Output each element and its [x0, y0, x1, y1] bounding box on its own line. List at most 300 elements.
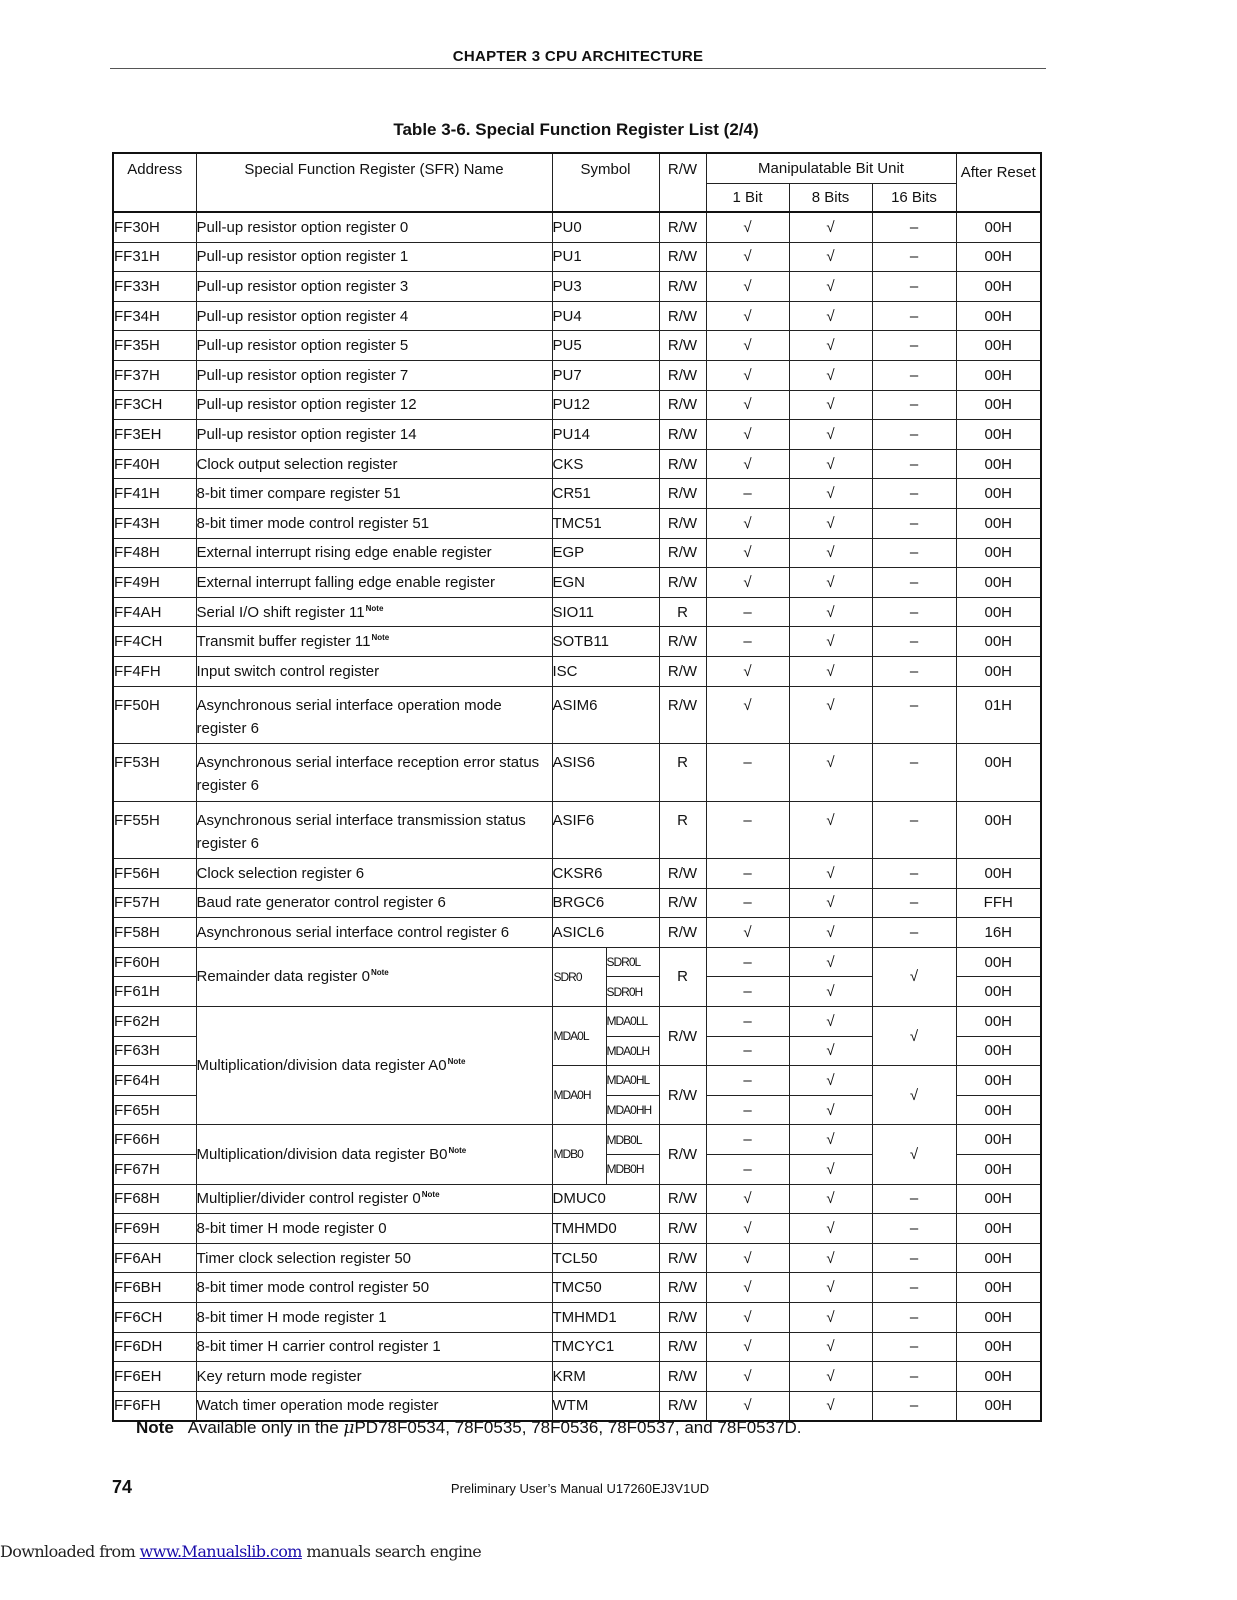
symbol-cell: PU14 [552, 420, 659, 450]
bit1-cell: – [706, 888, 789, 918]
download-suffix: manuals search engine [301, 1542, 482, 1561]
address-cell: FF6DH [113, 1332, 196, 1362]
register-name-text: Timer clock selection register 50 [196, 1249, 412, 1267]
register-name-text: Pull-up resistor option register 7 [196, 366, 409, 384]
address-cell: FF66H [113, 1125, 196, 1155]
bit8-cell: √ [789, 1362, 872, 1392]
symbol-cell: WTM [552, 1391, 659, 1421]
reset-cell: 16H [956, 918, 1041, 948]
table-row [113, 568, 1041, 598]
bit1-cell: – [706, 744, 789, 802]
chapter-header: CHAPTER 3 CPU ARCHITECTURE [110, 48, 1046, 69]
table-row [113, 420, 1041, 450]
register-name-text: Asynchronous serial interface transmission status register 6 [196, 811, 526, 852]
sub-symbol-cell: SDR0L [606, 947, 659, 977]
table-row [113, 859, 1041, 889]
table-row [113, 538, 1041, 568]
reset-cell: 01H [956, 686, 1041, 744]
symbol-cell: CKS [552, 449, 659, 479]
bit1-cell: – [706, 1125, 789, 1155]
download-prefix: Downloaded from [0, 1542, 140, 1561]
bit8-cell: √ [789, 272, 872, 302]
reset-cell: 00H [956, 538, 1041, 568]
register-name-text: Pull-up resistor option register 12 [196, 396, 417, 414]
register-name [196, 1184, 552, 1214]
bit8-cell: √ [789, 801, 872, 859]
register-name-text: Key return mode register [196, 1367, 362, 1385]
table-row [113, 1125, 1041, 1155]
bit8-cell: √ [789, 1391, 872, 1421]
register-name [196, 1273, 552, 1303]
address-cell: FF35H [113, 331, 196, 361]
table-row [113, 212, 1041, 242]
bit8-cell: √ [789, 1154, 872, 1184]
sub-symbol-cell: MDB0L [606, 1125, 659, 1155]
table-row [113, 1006, 1041, 1036]
bit1-cell: √ [706, 301, 789, 331]
reset-cell: 00H [956, 859, 1041, 889]
register-name [196, 538, 552, 568]
symbol-cell: PU5 [552, 331, 659, 361]
reset-cell: 00H [956, 1006, 1041, 1036]
rw-cell: R/W [659, 859, 706, 889]
bit16-cell: – [872, 1362, 956, 1392]
table-row [113, 801, 1041, 859]
reset-cell: 00H [956, 1391, 1041, 1421]
register-name [196, 1302, 552, 1332]
register-name [196, 656, 552, 686]
address-cell: FF55H [113, 801, 196, 859]
bit1-cell: √ [706, 568, 789, 598]
table-row [113, 449, 1041, 479]
register-name-text: Clock selection register 6 [196, 864, 365, 882]
bit1-cell: – [706, 597, 789, 627]
symbol-cell: BRGC6 [552, 888, 659, 918]
bit1-cell: √ [706, 1214, 789, 1244]
bit8-cell: √ [789, 744, 872, 802]
table-row [113, 301, 1041, 331]
register-name-text: Baud rate generator control register 6 [196, 894, 446, 912]
reset-cell: 00H [956, 947, 1041, 977]
address-cell: FF43H [113, 508, 196, 538]
header-address: Address [113, 153, 196, 212]
symbol-cell: SDR0 [552, 947, 606, 1006]
sub-symbol-cell: SDR0H [606, 977, 659, 1007]
bit8-cell: √ [789, 1332, 872, 1362]
bit1-cell: √ [706, 390, 789, 420]
rw-cell: R/W [659, 656, 706, 686]
address-cell: FF4AH [113, 597, 196, 627]
address-cell: FF6CH [113, 1302, 196, 1332]
register-name [196, 1243, 552, 1273]
register-name-text: Input switch control register [196, 662, 380, 680]
register-name-text: External interrupt falling edge enable register [196, 573, 496, 591]
rw-cell: R/W [659, 686, 706, 744]
bit1-cell: √ [706, 1184, 789, 1214]
rw-cell: R/W [659, 1273, 706, 1303]
symbol-cell: PU1 [552, 242, 659, 272]
reset-cell: 00H [956, 420, 1041, 450]
reset-cell: FFH [956, 888, 1041, 918]
register-name-text: 8-bit timer mode control register 51 [196, 514, 430, 532]
register-name [196, 1332, 552, 1362]
bit8-cell: √ [789, 686, 872, 744]
reset-cell: 00H [956, 1184, 1041, 1214]
table-row [113, 1332, 1041, 1362]
symbol-cell: TMCYC1 [552, 1332, 659, 1362]
note-label: Note [136, 1418, 174, 1437]
register-name [196, 449, 552, 479]
header-1bit: 1 Bit [706, 184, 789, 213]
bit1-cell: – [706, 977, 789, 1007]
address-cell: FF61H [113, 977, 196, 1007]
bit16-cell: – [872, 888, 956, 918]
table-row [113, 1214, 1041, 1244]
bit1-cell: √ [706, 656, 789, 686]
reset-cell: 00H [956, 1362, 1041, 1392]
address-cell: FF57H [113, 888, 196, 918]
symbol-cell: MDA0L [552, 1006, 606, 1065]
register-name [196, 744, 552, 802]
header-rw: R/W [659, 153, 706, 212]
bit16-cell: √ [872, 1066, 956, 1125]
bit8-cell: √ [789, 918, 872, 948]
reset-cell: 00H [956, 1036, 1041, 1066]
address-cell: FF41H [113, 479, 196, 509]
rw-cell: R [659, 597, 706, 627]
bit16-cell: – [872, 479, 956, 509]
bit1-cell: √ [706, 1243, 789, 1273]
reset-cell: 00H [956, 508, 1041, 538]
table-body [113, 212, 1041, 1421]
bit8-cell: √ [789, 390, 872, 420]
header-symbol: Symbol [552, 153, 659, 212]
table-row [113, 272, 1041, 302]
reset-cell: 00H [956, 801, 1041, 859]
reset-cell: 00H [956, 1243, 1041, 1273]
address-cell: FF30H [113, 212, 196, 242]
bit16-cell: – [872, 1273, 956, 1303]
bit1-cell: – [706, 947, 789, 977]
bit16-cell: – [872, 301, 956, 331]
rw-cell: R/W [659, 420, 706, 450]
header-after-reset: After Reset [956, 153, 1041, 212]
rw-cell: R [659, 947, 706, 1006]
register-name [196, 918, 552, 948]
address-cell: FF58H [113, 918, 196, 948]
symbol-cell: EGN [552, 568, 659, 598]
rw-cell: R/W [659, 479, 706, 509]
address-cell: FF3EH [113, 420, 196, 450]
symbol-cell: DMUC0 [552, 1184, 659, 1214]
bit8-cell: √ [789, 1125, 872, 1155]
reset-cell: 00H [956, 479, 1041, 509]
symbol-cell: TMHMD1 [552, 1302, 659, 1332]
symbol-cell: MDB0 [552, 1125, 606, 1184]
symbol-cell: ISC [552, 656, 659, 686]
table-row [113, 390, 1041, 420]
bit1-cell: √ [706, 1391, 789, 1421]
register-name-text: Multiplication/division data register B0 [196, 1145, 448, 1163]
symbol-cell: ASIS6 [552, 744, 659, 802]
reset-cell: 00H [956, 1066, 1041, 1096]
bit1-cell: √ [706, 508, 789, 538]
register-name-text: Asynchronous serial interface reception error status register 6 [196, 754, 540, 794]
bit8-cell: √ [789, 1214, 872, 1244]
note-mark: Note [370, 968, 389, 978]
table-row [113, 597, 1041, 627]
register-name [196, 420, 552, 450]
address-cell: FF50H [113, 686, 196, 744]
bit1-cell: √ [706, 272, 789, 302]
bit8-cell: √ [789, 1036, 872, 1066]
rw-cell: R/W [659, 360, 706, 390]
reset-cell: 00H [956, 744, 1041, 802]
address-cell: FF56H [113, 859, 196, 889]
reset-cell: 00H [956, 1302, 1041, 1332]
bit8-cell: √ [789, 627, 872, 657]
bit16-cell: – [872, 242, 956, 272]
bit16-cell: – [872, 1391, 956, 1421]
table-row [113, 1243, 1041, 1273]
address-cell: FF68H [113, 1184, 196, 1214]
reset-cell: 00H [956, 1095, 1041, 1125]
bit8-cell: √ [789, 360, 872, 390]
bit16-cell: – [872, 1214, 956, 1244]
register-name-text: Multiplier/divider control register 0 [196, 1190, 421, 1208]
register-name-text: 8-bit timer H mode register 1 [196, 1308, 387, 1326]
bit16-cell: – [872, 272, 956, 302]
register-name-text: Clock output selection register [196, 455, 398, 473]
table-row [113, 508, 1041, 538]
rw-cell: R/W [659, 918, 706, 948]
bit16-cell: – [872, 212, 956, 242]
address-cell: FF3CH [113, 390, 196, 420]
address-cell: FF40H [113, 449, 196, 479]
reset-cell: 00H [956, 627, 1041, 657]
register-name [196, 568, 552, 598]
reset-cell: 00H [956, 1214, 1041, 1244]
rw-cell: R/W [659, 390, 706, 420]
register-name [196, 686, 552, 744]
bit8-cell: √ [789, 1184, 872, 1214]
bit1-cell: – [706, 1036, 789, 1066]
note-mark: Note [371, 633, 390, 643]
header-manipulatable: Manipulatable Bit Unit [706, 153, 956, 184]
register-name [196, 801, 552, 859]
address-cell: FF6BH [113, 1273, 196, 1303]
address-cell: FF60H [113, 947, 196, 977]
register-name-text: Multiplication/division data register A0 [196, 1057, 447, 1075]
rw-cell: R/W [659, 272, 706, 302]
header-name: Special Function Register (SFR) Name [196, 153, 552, 212]
register-name-text: 8-bit timer H carrier control register 1 [196, 1338, 441, 1356]
table-row [113, 1302, 1041, 1332]
rw-cell: R/W [659, 1362, 706, 1392]
bit16-cell: – [872, 420, 956, 450]
table-row [113, 744, 1041, 802]
register-name [196, 1214, 552, 1244]
symbol-cell: CR51 [552, 479, 659, 509]
bit8-cell: √ [789, 597, 872, 627]
bit1-cell: – [706, 627, 789, 657]
bit16-cell: – [872, 538, 956, 568]
symbol-cell: PU3 [552, 272, 659, 302]
bit8-cell: √ [789, 449, 872, 479]
bit16-cell: – [872, 656, 956, 686]
sfr-table [112, 152, 1042, 1422]
reset-cell: 00H [956, 1273, 1041, 1303]
symbol-cell: CKSR6 [552, 859, 659, 889]
address-cell: FF67H [113, 1154, 196, 1184]
bit1-cell: √ [706, 1302, 789, 1332]
register-name [196, 508, 552, 538]
reset-cell: 00H [956, 1154, 1041, 1184]
address-cell: FF64H [113, 1066, 196, 1096]
rw-cell: R/W [659, 888, 706, 918]
bit1-cell: √ [706, 538, 789, 568]
bit1-cell: √ [706, 1273, 789, 1303]
register-name [196, 859, 552, 889]
bit8-cell: √ [789, 1066, 872, 1096]
bit8-cell: √ [789, 947, 872, 977]
reset-cell: 00H [956, 1125, 1041, 1155]
manualslib-link[interactable]: www.Manualslib.com [139, 1542, 302, 1561]
bit8-cell: √ [789, 479, 872, 509]
rw-cell: R [659, 801, 706, 859]
sub-symbol-cell: MDA0HL [606, 1066, 659, 1096]
register-name [196, 1125, 552, 1184]
symbol-cell: EGP [552, 538, 659, 568]
symbol-cell: SIO11 [552, 597, 659, 627]
bit16-cell: √ [872, 1006, 956, 1065]
register-name-text: Asynchronous serial interface operation mode register 6 [196, 696, 502, 737]
register-name-text: Pull-up resistor option register 14 [196, 425, 417, 443]
symbol-cell: TMC51 [552, 508, 659, 538]
address-cell: FF62H [113, 1006, 196, 1036]
bit8-cell: √ [789, 538, 872, 568]
bit16-cell: – [872, 1243, 956, 1273]
rw-cell: R/W [659, 1214, 706, 1244]
manual-id: Preliminary User’s Manual U17260EJ3V1UD [450, 1481, 710, 1496]
bit8-cell: √ [789, 1243, 872, 1273]
symbol-cell: MDA0H [552, 1066, 606, 1125]
reset-cell: 00H [956, 242, 1041, 272]
bit1-cell: √ [706, 449, 789, 479]
bit16-cell: – [872, 1184, 956, 1214]
symbol-cell: PU0 [552, 212, 659, 242]
bit16-cell: – [872, 449, 956, 479]
bit8-cell: √ [789, 1006, 872, 1036]
bit8-cell: √ [789, 331, 872, 361]
bit1-cell: – [706, 801, 789, 859]
register-name [196, 360, 552, 390]
bit8-cell: √ [789, 242, 872, 272]
rw-cell: R/W [659, 508, 706, 538]
register-name [196, 242, 552, 272]
symbol-cell: TMC50 [552, 1273, 659, 1303]
note-mark: Note [365, 603, 384, 613]
table-row [113, 656, 1041, 686]
table-row [113, 1362, 1041, 1392]
register-name [196, 301, 552, 331]
bit1-cell: – [706, 1066, 789, 1096]
bit8-cell: √ [789, 212, 872, 242]
reset-cell: 00H [956, 1332, 1041, 1362]
symbol-cell: ASIF6 [552, 801, 659, 859]
table-row [113, 1184, 1041, 1214]
rw-cell: R/W [659, 1332, 706, 1362]
bit1-cell: √ [706, 918, 789, 948]
bit16-cell: – [872, 597, 956, 627]
register-name [196, 627, 552, 657]
bit1-cell: √ [706, 212, 789, 242]
rw-cell: R/W [659, 1184, 706, 1214]
sub-symbol-cell: MDA0LH [606, 1036, 659, 1066]
bit16-cell: – [872, 744, 956, 802]
reset-cell: 00H [956, 449, 1041, 479]
reset-cell: 00H [956, 977, 1041, 1007]
reset-cell: 00H [956, 390, 1041, 420]
table-row [113, 242, 1041, 272]
bit16-cell: – [872, 918, 956, 948]
bit16-cell: – [872, 1302, 956, 1332]
register-name-text: 8-bit timer H mode register 0 [196, 1219, 387, 1237]
note-mu: μ [343, 1418, 355, 1438]
bit8-cell: √ [789, 301, 872, 331]
rw-cell: R/W [659, 301, 706, 331]
register-name [196, 331, 552, 361]
register-name-text: Pull-up resistor option register 0 [196, 218, 409, 236]
symbol-cell: SOTB11 [552, 627, 659, 657]
symbol-cell: ASICL6 [552, 918, 659, 948]
bit1-cell: √ [706, 1332, 789, 1362]
bit1-cell: √ [706, 420, 789, 450]
bit1-cell: √ [706, 242, 789, 272]
rw-cell: R/W [659, 538, 706, 568]
reset-cell: 00H [956, 331, 1041, 361]
table-row [113, 479, 1041, 509]
address-cell: FF6AH [113, 1243, 196, 1273]
address-cell: FF37H [113, 360, 196, 390]
bit1-cell: – [706, 859, 789, 889]
register-name-text: 8-bit timer mode control register 50 [196, 1279, 430, 1297]
address-cell: FF34H [113, 301, 196, 331]
reset-cell: 00H [956, 301, 1041, 331]
sub-symbol-cell: MDA0HH [606, 1095, 659, 1125]
register-name [196, 1006, 552, 1124]
bit16-cell: √ [872, 1125, 956, 1184]
rw-cell: R/W [659, 568, 706, 598]
bit8-cell: √ [789, 568, 872, 598]
symbol-cell: TCL50 [552, 1243, 659, 1273]
rw-cell: R/W [659, 449, 706, 479]
table-row [113, 627, 1041, 657]
sub-symbol-cell: MDB0H [606, 1154, 659, 1184]
bit16-cell: – [872, 859, 956, 889]
register-name-text: Serial I/O shift register 11 [196, 603, 365, 621]
rw-cell: R/W [659, 1066, 706, 1125]
rw-cell: R/W [659, 1125, 706, 1184]
bit8-cell: √ [789, 508, 872, 538]
bit1-cell: √ [706, 686, 789, 744]
address-cell: FF69H [113, 1214, 196, 1244]
address-cell: FF53H [113, 744, 196, 802]
table-row [113, 331, 1041, 361]
symbol-cell: PU12 [552, 390, 659, 420]
address-cell: FF4CH [113, 627, 196, 657]
reset-cell: 00H [956, 272, 1041, 302]
